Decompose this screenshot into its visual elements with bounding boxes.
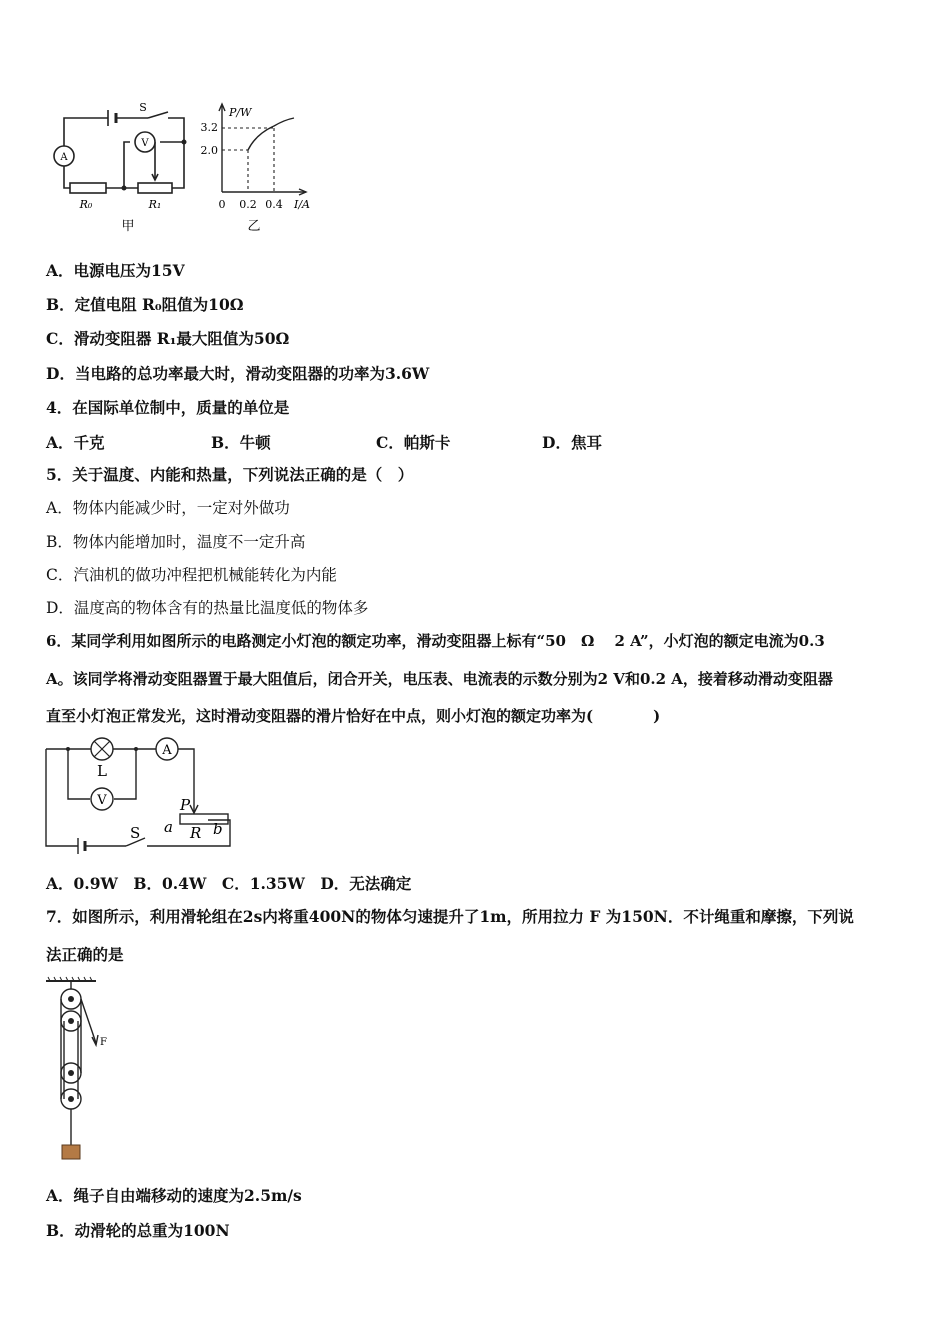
power-current-graph-yi bbox=[196, 98, 326, 238]
slider-p-label: P bbox=[180, 796, 191, 814]
q5-option-c: C．汽油机的做功冲程把机械能转化为内能 bbox=[46, 566, 337, 584]
r0-label: R₀ bbox=[79, 198, 93, 211]
q5-stem: 5．关于温度、内能和热量，下列说法正确的是（ ） bbox=[46, 465, 414, 484]
caption-yi: 乙 bbox=[247, 219, 261, 234]
graph-tick-y: 3.2 bbox=[200, 121, 218, 134]
voltmeter-label: V bbox=[141, 138, 149, 149]
graph-tick-x: 0.4 bbox=[265, 198, 283, 211]
graph-tick-x: 0 bbox=[218, 198, 226, 211]
ammeter-label: A bbox=[162, 743, 172, 758]
q5-option-a: A．物体内能减少时，一定对外做功 bbox=[46, 499, 290, 517]
q6-stem-line-3: 直至小灯泡正常发光，这时滑动变阻器的滑片恰好在中点，则小灯泡的额定功率为( ) bbox=[46, 707, 661, 725]
graph-tick-x: 0.2 bbox=[239, 198, 257, 211]
rheostat-r-label: R bbox=[190, 824, 202, 842]
q4-option-d: D．焦耳 bbox=[542, 433, 602, 452]
circuit-figure-jia bbox=[40, 98, 190, 238]
q3-option-a: A．电源电压为15V bbox=[46, 261, 185, 280]
r1-label: R₁ bbox=[148, 198, 162, 211]
q3-option-d: D．当电路的总功率最大时，滑动变阻器的功率为3.6W bbox=[46, 364, 430, 383]
q5-option-b: B．物体内能增加时，温度不一定升高 bbox=[46, 533, 306, 551]
q7-stem-line-1: 7．如图所示，利用滑轮组在2s内将重400N的物体匀速提升了1m，所用拉力 F 为150N．不计绳重和摩擦，下列说 bbox=[46, 907, 854, 926]
q7-stem-line-2: 法正确的是 bbox=[46, 945, 124, 964]
switch-label: S bbox=[130, 824, 141, 842]
voltmeter-label: V bbox=[97, 793, 107, 808]
graph-x-label: I/A bbox=[294, 198, 310, 211]
q5-option-d: D．温度高的物体含有的热量比温度低的物体多 bbox=[46, 599, 369, 617]
ammeter-label: A bbox=[60, 152, 68, 163]
q7-option-b: B．动滑轮的总重为100N bbox=[46, 1221, 230, 1240]
switch-label: S bbox=[139, 101, 147, 114]
q6-circuit-figure bbox=[40, 734, 240, 864]
weight-block bbox=[62, 1145, 80, 1159]
lamp-label: L bbox=[97, 762, 107, 780]
q4-option-b: B．牛顿 bbox=[211, 433, 271, 452]
graph-tick-y: 2.0 bbox=[200, 144, 218, 157]
q6-options: A．0.9W B．0.4W C．1.35W D．无法确定 bbox=[46, 874, 412, 893]
q4-option-a: A．千克 bbox=[46, 433, 105, 452]
end-b-label: b bbox=[213, 820, 223, 838]
pulley-system-figure bbox=[40, 975, 120, 1165]
graph-y-label: P/W bbox=[229, 106, 252, 119]
q7-option-a: A．绳子自由端移动的速度为2.5m/s bbox=[46, 1186, 302, 1205]
q3-option-b: B．定值电阻 R₀阻值为10Ω bbox=[46, 295, 244, 314]
q4-stem: 4．在国际单位制中，质量的单位是 bbox=[46, 398, 290, 417]
q6-stem-line-1: 6．某同学利用如图所示的电路测定小灯泡的额定功率，滑动变阻器上标有“50 Ω 2 A”，小灯泡的额定电流为0.3 bbox=[46, 632, 825, 650]
caption-jia: 甲 bbox=[121, 219, 135, 234]
end-a-label: a bbox=[164, 818, 173, 836]
q3-option-c: C．滑动变阻器 R₁最大阻值为50Ω bbox=[46, 329, 290, 348]
q4-option-c: C．帕斯卡 bbox=[376, 433, 451, 452]
q6-stem-line-2: A。该同学将滑动变阻器置于最大阻值后，闭合开关，电压表、电流表的示数分别为2 V和0.2 A，接着移动滑动变阻器 bbox=[46, 670, 833, 688]
force-label: F bbox=[100, 1037, 107, 1048]
